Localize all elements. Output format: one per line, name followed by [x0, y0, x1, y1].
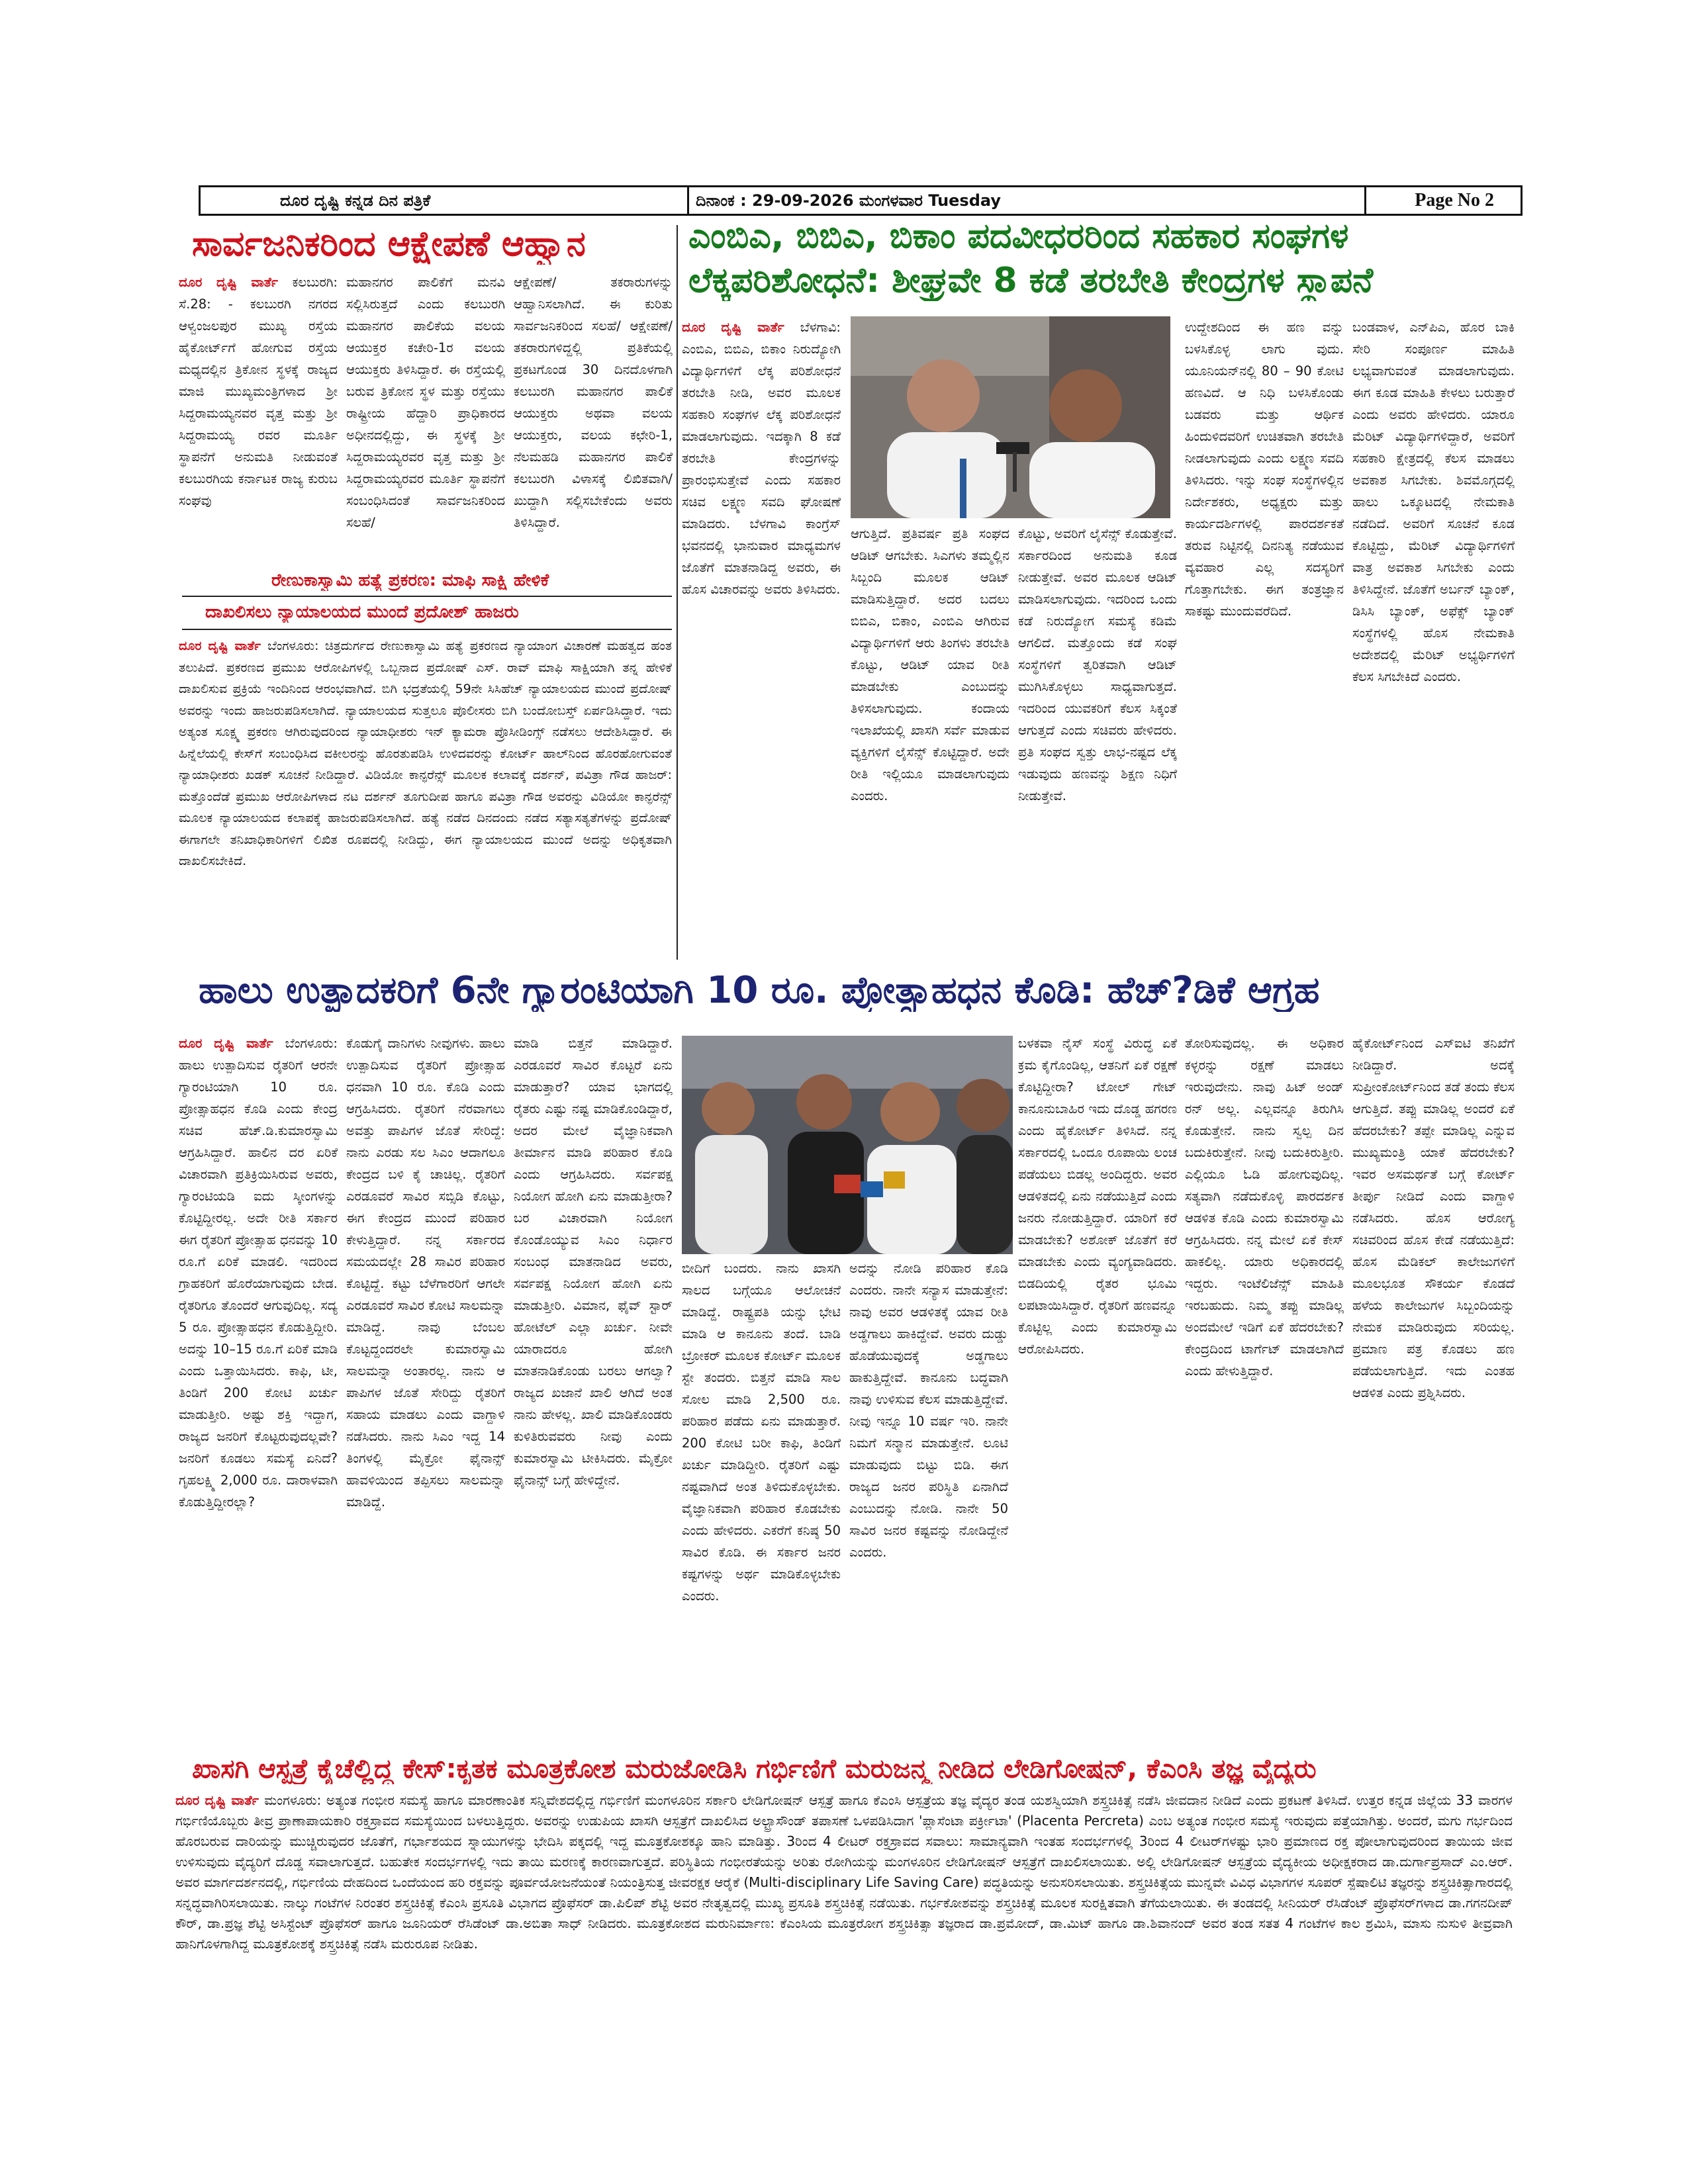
article2-subhead2: ದಾಖಲಿಸಲು ನ್ಯಾಯಾಲಯದ ಮುಂದೆ ಪ್ರದೋಶ್ ಹಾಜರು [205, 602, 519, 622]
article2-body [179, 635, 672, 960]
article3-headline-line2: ಲೆಕ್ಕಪರಿಶೋಧನೆ: ಶೀಘ್ರವೇ 8 ಕಡೆ ತರಬೇತಿ ಕೇಂದ್ರಗಳ ಸ್ಥಾಪನೆ [688, 261, 1374, 300]
subhead-divider [182, 596, 672, 597]
byline: ದೂರ ದೃಷ್ಟಿ ವಾರ್ತೆ [179, 1036, 285, 1051]
article2-subhead1: ರೇಣುಕಾಸ್ವಾಮಿ ಹತ್ಯೆ ಪ್ರಕರಣ: ಮಾಫಿ ಸಾಕ್ಷಿ ಹೇಳಿಕೆ [271, 570, 549, 590]
article4-col2: ಕೊಡುಗೈ ದಾನಿಗಳು ನೀವುಗಳು. ಹಾಲು ಉತ್ಪಾದಿಸುವ ರೈತರಿಗೆ ಪ್ರೋತ್ಸಾಹ ಧನವಾಗಿ 10 ರೂ. ಕೊಡಿ ಎಂದು ಆಗ್ರಹಿಸಿದರು. ರೈತರಿಗೆ ನೆರವಾಗಲು ಅವತ್ತು ಪಾಪಿಗಳ ಜೊತೆ ಸೇರಿದ್ದೆ: ನಾನು ಎರಡು ಸಲ ಸಿಎಂ ಆದಾಗಲೂ ಕೇಂದ್ರದ ಬಳಿ ಕೈ ಚಾಚಿಲ್ಲ. ರೈತರಿಗೆ ಎರಡೂವರೆ ಸಾವಿರ ಸಬ್ಸಿಡಿ ಕೊಟ್ಟು, ಈಗ ಕೇಂದ್ರದ ಮುಂದೆ ಪರಿಹಾರ ಕೇಳುತ್ತಿದ್ದಾರೆ. ನನ್ನ ಸರ್ಕಾರದ ಸಮಯದಲ್ಲೇ 28 ಸಾವಿರ ಪರಿಹಾರ ಕೊಟ್ಟಿದ್ದೆ. ಕಟ್ಟು ಬೆಳೆಗಾರರಿಗೆ ಆಗಲೇ ಎರಡೂವರೆ ಸಾವಿರ ಕೋಟಿ ಸಾಲಮನ್ನಾ ಮಾಡಿದ್ದೆ. ನಾವು ಬೆಂಬಲ ಕೊಟ್ಟದ್ದಂದರಲೇ ಕುಮಾರಸ್ವಾಮಿ ಸಾಲಮನ್ನಾ ಅಂತಾರಲ್ಲ. ನಾನು ಆ ಪಾಪಿಗಳ ಜೊತೆ ಸೇರಿದ್ದು ರೈತರಿಗೆ ಸಹಾಯ ಮಾಡಲು ಎಂದು ವಾಗ್ದಾಳಿ ನಡೆಸಿದರು. ನಾನು ಸಿಎಂ ಇದ್ದ 14 ತಿಂಗಳಲ್ಲಿ ಮೈಕ್ರೋ ಫೈನಾನ್ಸ್ ಹಾವಳಿಯಿಂದ ತಪ್ಪಿಸಲು ಸಾಲಮನ್ನಾ ಮಾಡಿದ್ದೆ. [346, 1036, 505, 1510]
byline: ದೂರ ದೃಷ್ಟಿ ವಾರ್ತೆ [179, 275, 293, 290]
date-line: ದಿನಾಂಕ : 29-09-2026 ಮಂಗಳವಾರ Tuesday [696, 191, 1001, 210]
article4-col8: ಹೈಕೋರ್ಟ್‌ನಿಂದ ಎಸ್‌ಐಟಿ ತನಿಖೆಗೆ ನೀಡಿದ್ದಾರೆ. ಅದಕ್ಕೆ ಸುಪ್ರೀಂಕೋರ್ಟ್‌ನಿಂದ ತಡೆ ತಂದು ಕೆಲಸ ಆಗುತ್ತಿದೆ. ತಪ್ಪು ಮಾಡಿಲ್ಲ ಅಂದರೆ ಏಕೆ ಹೆದರಬೇಕು? ತಪ್ಪೇ ಮಾಡಿಲ್ಲ ಎನ್ನುವ ಮುಖ್ಯಮಂತ್ರಿ ಯಾಕೆ ಹೆದರಬೇಕು? ಇವರ ಅಸಮರ್ಥತೆ ಬಗ್ಗೆ ಕೋರ್ಟ್ ತೀರ್ಪು ನೀಡಿದೆ ಎಂದು ವಾಗ್ದಾಳಿ ನಡೆಸಿದರು. ಹೊಸ ಆರೋಗ್ಯ ಸಚಿವರಿಂದ ಹೊಸ ಕೇಡೆ ನಡೆಯುತ್ತಿದೆ: ಹೊಸ ಮೆಡಿಕಲ್ ಕಾಲೇಜುಗಳಿಗೆ ಮೂಲಭೂತ ಸೌಕರ್ಯ ಕೊಡದೆ ಹಳೆಯ ಕಾಲೇಜುಗಳ ಸಿಬ್ಬಂದಿಯನ್ನು ನೇಮಕ ಮಾಡಿರುವುದು ಸರಿಯಲ್ಲ. ಪ್ರಮಾಣ ಪತ್ರ ಕೊಡಲು ಹಣ ಪಡೆಯಲಾಗುತ್ತಿದೆ. ಇದು ಎಂತಹ ಆಡಳಿತ ಎಂದು ಪ್ರಶ್ನಿಸಿದರು. [1352, 1036, 1515, 1400]
article1-col1-text: ಕಲಬುರಗಿ: ಸೆ.28: - ಕಲಬುರಗಿ ನಗರದ ಆಳ್ವಂಜಲಪುರ ಮುಖ್ಯ ರಸ್ತೆಯ ಹೈಕೋರ್ಟ್‌ಗೆ ಹೋಗುವ ರಸ್ತೆಯ ಮಧ್ಯದಲ್ಲಿನ ತ್ರಿಕೋನ ಸ್ಥಳಕ್ಕೆ ರಾಜ್ಯದ ಮಾಜಿ ಮುಖ್ಯಮಂತ್ರಿಗಳಾದ ಶ್ರೀ ಸಿದ್ದರಾಮಯ್ಯನವರ ವೃತ್ತ ಮತ್ತು ಶ್ರೀ ಸಿದ್ದರಾಮಯ್ಯ ರವರ ಮೂರ್ತಿ ಸ್ಥಾಪನೆಗೆ ಅನುಮತಿ ನೀಡುವಂತೆ ಕಲಬುರಗಿಯ ಕರ್ನಾಟಕ ರಾಜ್ಯ ಕುರುಬ ಸಂಘವು [179, 275, 338, 508]
paper-name: ದೂರ ದೃಷ್ಟಿ ಕನ್ನಡ ದಿನ ಪತ್ರಿಕೆ [280, 191, 431, 210]
column-rule [677, 225, 678, 960]
byline: ದೂರ ದೃಷ್ಟಿ ವಾರ್ತೆ [179, 639, 268, 653]
article3-col5: ಬಂಡವಾಳ, ಎನ್‌ಪಿಎ, ಹೊರ ಬಾಕಿ ಸೇರಿ ಸಂಪೂರ್ಣ ಮಾಹಿತಿ ಲಭ್ಯವಾಗುವಂತೆ ಮಾಡಲಾಗುವುದು. ಈಗ ಕೂಡ ಮಾಹಿತಿ ಕೇಳಲು ಬರುತ್ತಾರೆ ಎಂದು ಅವರು ಹೇಳಿದರು. ಯಾರೂ ಮೆರಿಟ್ ವಿದ್ಯಾರ್ಥಿಗಳಿದ್ದಾರೆ, ಅವರಿಗೆ ಸಹಕಾರಿ ಕ್ಷೇತ್ರದಲ್ಲಿ ಕೆಲಸ ಮಾಡಲು ಅವಕಾಶ ಸಿಗಬೇಕು. ಶಿವಮೊಗ್ಗದಲ್ಲಿ ಹಾಲು ಒಕ್ಕೂಟದಲ್ಲಿ ನೇಮಕಾತಿ ನಡೆದಿದೆ. ಅವರಿಗೆ ಸೂಚನೆ ಕೂಡ ಕೊಟ್ಟಿದ್ದು, ಮೆರಿಟ್ ವಿದ್ಯಾರ್ಥಿಗಳಿಗೆ ವಾತ್ರ ಅವಕಾಶ ಸಿಗಬೇಕು ಎಂದು ತಿಳಿಸಿದ್ದೇನೆ. ಜೊತೆಗೆ ಅರ್ಬನ್ ಬ್ಯಾಂಕ್, ಡಿಸಿಸಿ ಬ್ಯಾಂಕ್, ಅಫೆಕ್ಸ್ ಬ್ಯಾಂಕ್ ಸಂಸ್ಥೆಗಳಲ್ಲಿ ಹೊಸ ನೇಮಕಾತಿ ಅದೇಶದಲ್ಲಿ ಮೆರಿಟ್ ಅಭ್ಯರ್ಥಿಗಳಿಗೆ ಕೆಲಸ ಸಿಗಬೇಕಿದೆ ಎಂದರು. [1352, 320, 1515, 684]
article4-col5: ಅದನ್ನು ನೋಡಿ ಪರಿಹಾರ ಕೊಡಿ ಎಂದರು. ನಾನೇ ಸನ್ಯಾಸ ಮಾಡುತ್ತೇನೆ: ನಾವು ಅವರ ಆಡಳಿತಕ್ಕೆ ಯಾವ ರೀತಿ ಅಡ್ಡಗಾಲು ಹಾಕಿದ್ದೇವೆ. ಅವರು ದುಡ್ಡು ಹೊಡೆಯುವುದಕ್ಕೆ ಅಡ್ಡಗಾಲು ಹಾಕುತ್ತಿದ್ದೇವೆ. ಕಾನೂನು ಬದ್ಧವಾಗಿ ನಾವು ಉಳಿಸುವ ಕೆಲಸ ಮಾಡುತ್ತಿದ್ದೇವೆ. ನೀವು ಇನ್ನೂ 10 ವರ್ಷ ಇರಿ. ನಾನೇ ನಿಮಗೆ ಸನ್ಮಾನ ಮಾಡುತ್ತೇನೆ. ಲೂಟಿ ಮಾಡುವುದು ಬಿಟ್ಟು ಬಿಡಿ. ಈಗ ರಾಜ್ಯದ ಜನರ ಪರಿಸ್ಥಿತಿ ಏನಾಗಿದೆ ಎಂಬುದನ್ನು ನೋಡಿ. ನಾನೇ 50 ಸಾವಿರ ಜನರ ಕಷ್ಟವನ್ನು ನೋಡಿದ್ದೇನೆ ಎಂದರು. [849, 1261, 1008, 1560]
article3-col3: ಕೊಟ್ಟು, ಅವರಿಗೆ ಲೈಸೆನ್ಸ್ ಕೊಡುತ್ತೇವೆ. ಸರ್ಕಾರದಿಂದ ಅನುಮತಿ ಕೂಡ ನೀಡುತ್ತೇವೆ. ಅವರ ಮೂಲಕ ಆಡಿಟ್ ಮಾಡಿಸಲಾಗುವುದು. ಇದರಿಂದ ಒಂದು ಕಡೆ ನಿರುದ್ಯೋಗ ಸಮಸ್ಯೆ ಕಡಿಮೆ ಆಗಲಿದೆ. ಮತ್ತೊಂದು ಕಡೆ ಸಂಘ ಸಂಸ್ಥೆಗಳಿಗೆ ತ್ವರಿತವಾಗಿ ಆಡಿಟ್ ಮುಗಿಸಿಕೊಳ್ಳಲು ಸಾಧ್ಯವಾಗುತ್ತದೆ. ಇದರಿಂದ ಯುವಕರಿಗೆ ಕೆಲಸ ಸಿಕ್ಕಂತೆ ಆಗುತ್ತದೆ ಎಂದು ಸಚಿವರು ಹೇಳಿದರು. ಪ್ರತಿ ಸಂಘದ ಸ್ವತ್ತು ಲಾಭ-ನಷ್ಟದ ಲೆಕ್ಕ ಇಡುವುದು ಹಣವನ್ನು ಶಿಕ್ಷಣ ನಿಧಿಗೆ ನೀಡುತ್ತೇವೆ. [1018, 526, 1177, 803]
article4-col6: ಬಳಕವಾ ನೈಸ್ ಸಂಸ್ಥೆ ವಿರುದ್ಧ ಏಕೆ ಕ್ರಮ ಕೈಗೊಂಡಿಲ್ಲ, ಆತನಿಗೆ ಏಕೆ ರಕ್ಷಣೆ ಕೊಟ್ಟಿದ್ದೀರಾ? ಟೋಲ್ ಗೇಟ್ ಕಾನೂನುಬಾಹಿರ ಇದು ದೊಡ್ಡ ಹಗರಣ ಎಂದು ಹೈಕೋರ್ಟ್ ತಿಳಿಸಿದೆ. ನನ್ನ ಸರ್ಕಾರದಲ್ಲಿ ಒಂದೂ ರೂಪಾಯಿ ಲಂಚ ಪಡೆಯಲು ಬಿಡಲ್ಲ ಅಂದಿದ್ದರು. ಅವರ ಆಡಳಿತದಲ್ಲಿ ಏನು ನಡೆಯುತ್ತಿದೆ ಎಂದು ಜನರು ನೋಡುತ್ತಿದ್ದಾರೆ. ಯಾರಿಗೆ ಕರೆ ಮಾಡಬೇಕು? ಅಶೋಕ್ ಜೊತೆಗೆ ಕರೆ ಮಾಡಬೇಕು ಎಂದು ವ್ಯಂಗ್ಯವಾಡಿದರು. ಬಿಡದಿಯಲ್ಲಿ ರೈತರ ಭೂಮಿ ಲಪಟಾಯಿಸಿದ್ದಾರೆ. ರೈತರಿಗೆ ಹಣವನ್ನೂ ಕೊಟ್ಟಿಲ್ಲ ಎಂದು ಕುಮಾರಸ್ವಾಮಿ ಆರೋಪಿಸಿದರು. [1018, 1036, 1177, 1357]
article3-col4: ಉದ್ದೇಶದಿಂದ ಈ ಹಣ ವನ್ನು ಬಳಸಿಕೊಳ್ಳ ಲಾಗು ವುದು. ಯೂನಿಯನ್‌ನಲ್ಲಿ 80 – 90 ಕೋಟಿ ಹಣವಿದೆ. ಆ ನಿಧಿ ಬಳಸಿಕೊಂಡು ಬಡವರು ಮತ್ತು ಆರ್ಥಿಕ ಹಿಂದುಳಿದವರಿಗೆ ಉಚಿತವಾಗಿ ತರಬೇತಿ ನೀಡಲಾಗುವುದು ಎಂದು ಲಕ್ಷ್ಮಣ ಸವದಿ ತಿಳಿಸಿದರು. ಇನ್ನು ಸಂಘ ಸಂಸ್ಥೆಗಳಲ್ಲಿನ ನಿರ್ದೇಶಕರು, ಅಧ್ಯಕ್ಷರು ಮತ್ತು ಕಾರ್ಯದರ್ಶಿಗಳಲ್ಲಿ ಪಾರದರ್ಶಕತೆ ತರುವ ನಿಟ್ಟಿನಲ್ಲಿ ದಿನನಿತ್ಯ ನಡೆಯುವ ವ್ಯವಹಾರ ಎಲ್ಲ ಸದಸ್ಯರಿಗೆ ಗೊತ್ತಾಗಬೇಕು. ಈಗ ತಂತ್ರಜ್ಞಾನ ಸಾಕಷ್ಟು ಮುಂದುವರೆದಿದೆ. [1185, 320, 1344, 619]
news-photo-politicians [851, 316, 1170, 518]
article4-col3: ಮಾಡಿ ಬಿತ್ತನೆ ಮಾಡಿದ್ದಾರೆ. ಎರಡೂವರೆ ಸಾವಿರ ಕೊಟ್ಟರೆ ಏನು ಮಾಡುತ್ತಾರೆ? ಯಾವ ಭಾಗದಲ್ಲಿ ರೈತರು ಎಷ್ಟು ನಷ್ಟ ಮಾಡಿಕೊಂಡಿದ್ದಾರೆ, ಅದರ ಮೇಲೆ ವೈಜ್ಞಾನಿಕವಾಗಿ ತೀರ್ಮಾನ ಮಾಡಿ ಪರಿಹಾರ ಕೊಡಿ ಎಂದು ಆಗ್ರಹಿಸಿದರು. ಸರ್ವಪಕ್ಷ ನಿಯೋಗ ಹೋಗಿ ಏನು ಮಾಡುತ್ತೀರಾ? ಬರ ವಿಚಾರವಾಗಿ ನಿಯೋಗ ಕೊಂಡೊಯ್ಯುವ ಸಿಎಂ ನಿರ್ಧಾರ ಸಂಬಂಧ ಮಾತನಾಡಿದ ಅವರು, ಸರ್ವಪಕ್ಷ ನಿಯೋಗ ಹೋಗಿ ಏನು ಮಾಡುತ್ತೀರಿ. ವಿಮಾನ, ಫೈವ್ ಸ್ಟಾರ್ ಹೋಟೆಲ್ ಎಲ್ಲಾ ಖರ್ಚು. ನೀವೇ ಯಾರಾದರೂ ಹೋಗಿ ಮಾತನಾಡಿಕೊಂಡು ಬರಲು ಆಗಲ್ವಾ? ರಾಜ್ಯದ ಖಜಾನೆ ಖಾಲಿ ಆಗಿದೆ ಅಂತ ನಾನು ಹೇಳಲ್ಲ. ಖಾಲಿ ಮಾಡಿಕೊಂಡರು ಕುಳಿತಿರುವವರು ನೀವು ಎಂದು ಕುಮಾರಸ್ವಾಮಿ ಟೀಕಿಸಿದರು. ಮೈಕ್ರೋ ಫೈನಾನ್ಸ್ ಬಗ್ಗೆ ಹೇಳಿದ್ದೇನೆ. [514, 1036, 673, 1488]
article4-col4: ಬೀದಿಗೆ ಬಂದರು. ನಾನು ಖಾಸಗಿ ಸಾಲದ ಬಗ್ಗೆಯೂ ಆಲೋಚನೆ ಮಾಡಿದ್ದೆ. ರಾಷ್ಟ್ರಪತಿ ಯನ್ನು ಭೇಟಿ ಮಾಡಿ ಆ ಕಾನೂನು ತಂದೆ. ಬಾಡಿ ಬ್ರೋಕರ್ ಮೂಲಕ ಕೋರ್ಟ್ ಮೂಲಕ ಸ್ಟೇ ತಂದರು. ಬಿತ್ತನೆ ಮಾಡಿ ಸಾಲ ಸೋಲ ಮಾಡಿ 2,500 ರೂ. ಪರಿಹಾರ ಪಡೆದು ಏನು ಮಾಡುತ್ತಾರೆ. 200 ಕೋಟಿ ಬರೀ ಕಾಫಿ, ತಿಂಡಿಗೆ ಖರ್ಚು ಮಾಡಿದ್ದೀರಿ. ರೈತರಿಗೆ ಎಷ್ಟು ನಷ್ಟವಾಗಿದೆ ಅಂತ ತಿಳಿದುಕೊಳ್ಳಬೇಕು. ವೈಜ್ಞಾನಿಕವಾಗಿ ಪರಿಹಾರ ಕೊಡಬೇಕು ಎಂದು ಹೇಳಿದರು. ಎಕರೆಗೆ ಕನಿಷ್ಠ 50 ಸಾವಿರ ಕೊಡಿ. ಈ ಸರ್ಕಾರ ಜನರ ಕಷ್ಟಗಳನ್ನು ಅರ್ಥ ಮಾಡಿಕೊಳ್ಳಬೇಕು ಎಂದರು. [682, 1261, 841, 1604]
article4-col1 [179, 1032, 338, 1747]
masthead-bar [199, 185, 1523, 216]
article5-body [175, 1790, 1513, 2019]
article4-col1-text: ಬೆಂಗಳೂರು: ಹಾಲು ಉತ್ಪಾದಿಸುವ ರೈತರಿಗೆ ಆರನೇ ಗ್ಯಾರಂಟಿಯಾಗಿ 10 ರೂ. ಪ್ರೋತ್ಸಾಹಧನ ಕೊಡಿ ಎಂದು ಕೇಂದ್ರ ಸಚಿವ ಹೆಚ್.ಡಿ.ಕುಮಾರಸ್ವಾಮಿ ಆಗ್ರಹಿಸಿದ್ದಾರೆ. ಹಾಲಿನ ದರ ಏರಿಕೆ ವಿಚಾರವಾಗಿ ಪ್ರತಿಕ್ರಿಯಿಸಿರುವ ಅವರು, ಗ್ಯಾರಂಟಿಯಡಿ ಐದು ಸ್ಕೀಂಗಳನ್ನು ಕೊಟ್ಟಿದ್ದೀರಲ್ಲ. ಅದೇ ರೀತಿ ಸರ್ಕಾರ ಈಗ ರೈತರಿಗೆ ಪ್ರೋತ್ಸಾಹ ಧನವನ್ನು 10 ರೂ.ಗೆ ಏರಿಕೆ ಮಾಡಲಿ. ಇದರಿಂದ ಗ್ರಾಹಕರಿಗೆ ಹೊರೆಯಾಗುವುದು ಬೇಡ. ರೈತರಿಗೂ ತೊಂದರೆ ಆಗುವುದಿಲ್ಲ. ಸದ್ಯ 5 ರೂ. ಪ್ರೋತ್ಸಾಹಧನ ಕೊಡುತ್ತಿದ್ದೀರಿ. ಅದನ್ನು 10–15 ರೂ.ಗೆ ಏರಿಕೆ ಮಾಡಿ ಎಂದು ಒತ್ತಾಯಿಸಿದರು. ಕಾಫಿ, ಟೀ, ತಿಂಡಿಗೆ 200 ಕೋಟಿ ಖರ್ಚು ಮಾಡುತ್ತೀರಿ. ಅಷ್ಟು ಶಕ್ತಿ ಇದ್ದಾಗ, ರಾಜ್ಯದ ಜನರಿಗೆ ಕೊಟ್ಟರುವುದಲ್ಲವೇ? ಜನರಿಗೆ ಕೂಡಲು ಸಮಸ್ಯೆ ಏನಿದೆ? ಗೃಹಲಕ್ಷ್ಮಿ 2,000 ರೂ. ದಾರಾಳವಾಗಿ ಕೊಡುತ್ತಿದ್ದೀರಲ್ಲಾ? [179, 1036, 338, 1510]
article1-col1 [179, 271, 338, 549]
article5-body-text: ಮಂಗಳೂರು: ಅತ್ಯಂತ ಗಂಭೀರ ಸಮಸ್ಯೆ ಹಾಗೂ ಮಾರಣಾಂತಿಕ ಸನ್ನಿವೇಶದಲ್ಲಿದ್ದ ಗರ್ಭಿಣಿಗೆ ಮಂಗಳೂರಿನ ಸರ್ಕಾರಿ ಲೇಡಿಗೋಷನ್ ಆಸ್ಪತ್ರೆ ಹಾಗೂ ಕೆಎಂಸಿ ಆಸ್ಪತ್ರೆಯ ತಜ್ಞ ವೈದ್ಯರ ತಂಡ ಯಶಸ್ವಿಯಾಗಿ ಶಸ್ತ್ರಚಿಕಿತ್ಸೆ ನಡೆಸಿ ಜೀವದಾನ ನೀಡಿದೆ ಎಂದು ಪ್ರಕಟಣೆ ತಿಳಿಸಿದೆ. ಉತ್ತರ ಕನ್ನಡ ಜಿಲ್ಲೆಯ 33 ವಾರಗಳ ಗರ್ಭಿಣಿಯೊಬ್ಬರು ತೀವ್ರ ಪ್ರಾಣಾಪಾಯಕಾರಿ ರಕ್ತಸ್ರಾವದ ಸಮಸ್ಯೆಯಿಂದ ಬಳಲುತ್ತಿದ್ದರು. ಅವರನ್ನು ಉಡುಪಿಯ ಖಾಸಗಿ ಆಸ್ಪತ್ರೆಗೆ ದಾಖಲಿಸಿದ ಅಲ್ಟ್ರಾಸೌಂಡ್ ತಪಾಸಣೆ ಒಳಪಡಿಸಿದಾಗ 'ಪ್ಲಾಸೆಂಟಾ ಪರ್ಕ್ರೀಟಾ' (Placenta Percreta) ಎಂಬ ಅತ್ಯಂತ ಗಂಭೀರ ಸಮಸ್ಯೆ ಇರುವುದು ಪತ್ತೆಯಾಗಿತ್ತು. ಅಂದರೆ, ಮಗು ಗರ್ಭದಿಂದ ಹೊರಬರುವ ದಾರಿಯನ್ನು ಮುಚ್ಚಿರುವುದರ ಜೊತೆಗೆ, ಗರ್ಭಾಶಯದ ಸ್ನಾಯುಗಳನ್ನು ಭೇದಿಸಿ ಪಕ್ಕದಲ್ಲಿ ಇದ್ದ ಮೂತ್ರಕೋಶಕ್ಕೂ ಹಾನಿ ಮಾಡಿತ್ತು. 3ರಿಂದ 4 ಲೀಟರ್ ರಕ್ತಸ್ರಾವದ ಸವಾಲು: ಸಾಮಾನ್ಯವಾಗಿ ಇಂತಹ ಸಂದರ್ಭಗಳಲ್ಲಿ 3ರಿಂದ 4 ಲೀಟರ್‌ಗಳಷ್ಟು ಭಾರಿ ಪ್ರಮಾಣದ ರಕ್ತ ಪೋಲಾಗುವುದರಿಂದ ತಾಯಿಯ ಜೀವ ಉಳಿಸುವುದು ವೈದ್ಯರಿಗೆ ದೊಡ್ಡ ಸವಾಲಾಗುತ್ತದೆ. ಬಹುತೇಕ ಸಂದರ್ಭಗಳಲ್ಲಿ ಇದು ತಾಯಿ ಮರಣಕ್ಕೆ ಕಾರಣವಾಗುತ್ತದೆ. ಪರಿಸ್ಥಿತಿಯ ಗಂಭೀರತೆಯನ್ನು ಅರಿತು ರೋಗಿಯನ್ನು ಮಂಗಳೂರಿನ ಲೇಡಿಗೋಷನ್ ಆಸ್ಪತ್ರೆಗೆ ದಾಖಲಿಸಲಾಯಿತು. ಅಲ್ಲಿ ಲೇಡಿಗೋಷನ್ ಆಸ್ಪತ್ರೆಯ ವೈದ್ಯಕೀಯ ಅಧೀಕ್ಷಕರಾದ ಡಾ.ದುರ್ಗಾಪ್ರಸಾದ್ ಎಂ.ಆರ್. ಅವರ ಮಾರ್ಗದರ್ಶನದಲ್ಲಿ, ಗರ್ಭಿಣಿಯ ದೇಹದಿಂದ ಒಂದೆಯಂದ ಹರಿ ರಕ್ತವನ್ನು ಪೂರ್ವಯೋಜನೆಯಂತೆ ನಿಯಂತ್ರಿಸುತ್ತ ಜೀವರಕ್ಷಕ ಆರೈಕೆ (Multi-disciplinary Life Saving Care) ಪದ್ಧತಿಯನ್ನು ಅನುಸರಿಸಲಾಯಿತು. ಶಸ್ತ್ರಚಿಕಿತ್ಸೆಯ ಮುನ್ನವೇ ವಿವಿಧ ವಿಭಾಗಗಳ ಸೂಪರ್ ಸ್ಪೆಷಾಲಿಟಿ ತಜ್ಞರನ್ನು ಶಸ್ತ್ರಚಿಕಿತ್ಸಾಗಾರದಲ್ಲಿ ಸನ್ನದ್ಧವಾಗಿರಿಸಲಾಯಿತು. ನಾಲ್ಕು ಗಂಟೆಗಳ ನಿರಂತರ ಶಸ್ತ್ರಚಿಕಿತ್ಸೆ ಕೆಎಂಸಿ ಪ್ರಸೂತಿ ವಿಭಾಗದ ಪ್ರೊಫೆಸರ್ ಡಾ.ಪಿಲಿಪ್ ಶೆಟ್ಟಿ ಅವರ ನೇತೃತ್ವದಲ್ಲಿ ಮುಖ್ಯ ಪ್ರಸೂತಿ ಶಸ್ತ್ರಚಿಕಿತ್ಸೆ ನಡೆಯಿತು. ಗರ್ಭಕೋಶವನ್ನು ಶಸ್ತ್ರಚಿಕಿತ್ಸೆ ಮೂಲಕ ಸುರಕ್ಷಿತವಾಗಿ ತೆಗೆಯಲಾಯಿತು. ಈ ತಂಡದಲ್ಲಿ ಸೀನಿಯರ್ ರೆಸಿಡೆಂಟ್ ಪ್ರೊಫೆಸರ್‌ಗಳಾದ ಡಾ.ಗಗನದೀಪ್ ಕೌರ್, ಡಾ.ಪ್ರಜ್ಞ ಶೆಟ್ಟಿ ಅಸಿಸ್ಟೆಂಟ್ ಪ್ರೊಫೆಸರ್ ಹಾಗೂ ಜೂನಿಯರ್ ರೆಸಿಡೆಂಟ್ ಡಾ.ಅಬಿತಾ ಸಾಧ್ ನೀಡಿದರು. ಮೂತ್ರಕೋಶದ ಮರುನಿರ್ಮಾಣ: ಕೆಎಂಸಿಯ ಮೂತ್ರರೋಗ ಶಸ್ತ್ರಚಿಕಿತ್ಸಾ ತಜ್ಞರಾದ ಡಾ.ಪ್ರಮೋದ್, ಡಾ.ಮಿಟ್ ಹಾಗೂ ಡಾ.ಶಿವಾನಂದ್ ಅವರ ತಂಡ ಸತತ 4 ಗಂಟೆಗಳ ಕಾಲ ಶ್ರಮಿಸಿ, ಮಾಸು ನುಸುಳಿ ತೀವ್ರವಾಗಿ ಹಾನಿಗೊಳಗಾಗಿದ್ದ ಮೂತ್ರಕೋಶಕ್ಕೆ ಶಸ್ತ್ರಚಿಕಿತ್ಸೆ ನಡೆಸಿ ಮರುರೂಪ ನೀಡಿತು. [175, 1792, 1513, 1952]
news-photo-press-meet [682, 1036, 1013, 1254]
article1-col2: ಮಹಾನಗರ ಪಾಲಿಕೆಗೆ ಮನವಿ ಸಲ್ಲಿಸಿರುತ್ತದೆ ಎಂದು ಕಲಬುರಗಿ ಮಹಾನಗರ ಪಾಲಿಕೆಯ ವಲಯ ಆಯುಕ್ತರ ಕಚೇರಿ-1ರ ವಲಯ ಆಯುಕ್ತರು ತಿಳಿಸಿದ್ದಾರೆ. ಈ ರಸ್ತೆಯಲ್ಲಿ ಬರುವ ತ್ರಿಕೋನ ಸ್ಥಳ ಮತ್ತು ರಸ್ತೆಯು ರಾಷ್ಟ್ರೀಯ ಹೆದ್ದಾರಿ ಪ್ರಾಧಿಕಾರದ ಅಧೀನದಲ್ಲಿದ್ದು, ಈ ಸ್ಥಳಕ್ಕೆ ಶ್ರೀ ಸಿದ್ದರಾಮಯ್ಯರವರ ವೃತ್ತ ಮತ್ತು ಶ್ರೀ ಸಿದ್ದರಾಮಯ್ಯರವರ ಮೂರ್ತಿ ಸ್ಥಾಪನೆಗೆ ಸಂಬಂಧಿಸಿದಂತೆ ಸಾರ್ವಜನಿಕರಿಂದ ಸಲಹೆ/ [346, 275, 505, 530]
article3-col2: ಆಗುತ್ತಿದೆ. ಪ್ರತಿವರ್ಷ ಪ್ರತಿ ಸಂಘದ ಆಡಿಟ್ ಆಗಬೇಕು. ಸಿಎಗಳು ತಮ್ಮಲ್ಲಿನ ಸಿಬ್ಬಂದಿ ಮೂಲಕ ಆಡಿಟ್ ಮಾಡಿಸುತ್ತಿದ್ದಾರೆ. ಅದರ ಬದಲು ಬಿಬಿಎ, ಬಿಕಾಂ, ಎಂಬಿಎ ಆಗಿರುವ ವಿದ್ಯಾರ್ಥಿಗಳಿಗೆ ಆರು ತಿಂಗಳು ತರಬೇತಿ ಕೊಟ್ಟು, ಆಡಿಟ್ ಯಾವ ರೀತಿ ಮಾಡಬೇಕು ಎಂಬುದನ್ನು ತಿಳಿಸಲಾಗುವುದು. ಕಂದಾಯ ಇಲಾಖೆಯಲ್ಲಿ ಖಾಸಗಿ ಸರ್ವೆ ಮಾಡುವ ವ್ಯಕ್ತಿಗಳಿಗೆ ಲೈಸೆನ್ಸ್ ಕೊಟ್ಟಿದ್ದಾರೆ. ಅದೇ ರೀತಿ ಇಲ್ಲಿಯೂ ಮಾಡಲಾಗುವುದು ಎಂದರು. [851, 526, 1009, 803]
article3-col1 [682, 316, 841, 962]
article3-headline-line1: ಎಂಬಿಎ, ಬಿಬಿಎ, ಬಿಕಾಂ ಪದವೀಧರರಿಂದ ಸಹಕಾರ ಸಂಘಗಳ [688, 217, 1349, 256]
page-number: Page No 2 [1415, 190, 1494, 210]
article4-col7: ತೋರಿಸುವುದಲ್ಲ. ಈ ಅಧಿಕಾರ ಕಳ್ಳರನ್ನು ರಕ್ಷಣೆ ಮಾಡಲು ಇರುವುದೇನು. ನಾವು ಹಿಟ್ ಅಂಡ್ ರನ್ ಅಲ್ಲ. ಎಲ್ಲವನ್ನೂ ತಿರುಗಿಸಿ ಕೊಡುತ್ತೇನೆ. ನಾನು ಸ್ವಲ್ಪ ದಿನ ಬದುಕಿರುತ್ತೇನೆ. ನೀವು ಬದುಕಿರುತ್ತೀರಿ. ಎಲ್ಲಿಯೂ ಓಡಿ ಹೋಗುವುದಿಲ್ಲ. ಸತ್ಯವಾಗಿ ನಡೆದುಕೊಳ್ಳಿ ಪಾರದರ್ಶಕ ಆಡಳಿತ ಕೊಡಿ ಎಂದು ಕುಮಾರಸ್ವಾಮಿ ಆಗ್ರಹಿಸಿದರು. ನನ್ನ ಮೇಲೆ ಏಕೆ ಕೇಸ್ ಹಾಕಲಿಲ್ಲ. ಯಾರು ಅಧಿಕಾರದಲ್ಲಿ ಇದ್ದರು. ಇಂಟೆಲಿಜೆನ್ಸ್ ಮಾಹಿತಿ ಇರಬಹುದು. ನಿಮ್ಮ ತಪ್ಪು ಮಾಡಿಲ್ಲ ಅಂದಮೇಲೆ ಇಡಿಗೆ ಏಕೆ ಹೆದರಬೇಕು? ಕೇಂದ್ರದಿಂದ ಟಾರ್ಗೆಟ್ ಮಾಡಲಾಗಿದೆ ಎಂದು ಹೇಳುತ್ತಿದ್ದಾರೆ. [1185, 1036, 1344, 1379]
article3-col1-text: ಬೆಳಗಾವಿ: ಎಂಬಿಎ, ಬಿಬಿಎ, ಬಿಕಾಂ ನಿರುದ್ಯೋಗಿ ವಿದ್ಯಾರ್ಥಿಗಳಿಗೆ ಲೆಕ್ಕ ಪರಿಶೋಧನೆ ತರಬೇತಿ ನೀಡಿ, ಅವರ ಮೂಲಕ ಸಹಕಾರಿ ಸಂಘಗಳ ಲೆಕ್ಕ ಪರಿಶೋಧನೆ ಮಾಡಲಾಗುವುದು. ಇದಕ್ಕಾಗಿ 8 ಕಡೆ ತರಬೇತಿ ಕೇಂದ್ರಗಳನ್ನು ಪ್ರಾರಂಭಿಸುತ್ತೇವೆ ಎಂದು ಸಹಕಾರ ಸಚಿವ ಲಕ್ಷ್ಮಣ ಸವದಿ ಘೋಷಣೆ ಮಾಡಿದರು. ಬೆಳಗಾವಿ ಕಾಂಗ್ರೆಸ್ ಭವನದಲ್ಲಿ ಭಾನುವಾರ ಮಾಧ್ಯಮಗಳ ಜೊತೆಗೆ ಮಾತನಾಡಿದ್ದ ಅವರು, ಈ ಹೊಸ ವಿಚಾರವನ್ನು ಅವರು ತಿಳಿಸಿದರು. [682, 320, 841, 597]
article5-headline: ಖಾಸಗಿ ಆಸ್ಪತ್ರೆ ಕೈಚೆಲ್ಲಿದ್ದ ಕೇಸ್:ಕೃತಕ ಮೂತ್ರಕೋಶ ಮರುಜೋಡಿಸಿ ಗರ್ಭಿಣಿಗೆ ಮರುಜನ್ಮ ನೀಡಿದ ಲೇಡಿಗೋಷನ್, ಕೆಎಂಸಿ ತಜ್ಞ ವೈದ್ಯರು [192, 1754, 1317, 1784]
byline: ದೂರ ದೃಷ್ಟಿ ವಾರ್ತೆ [682, 320, 800, 335]
subhead-divider [182, 629, 672, 630]
article4-headline: ಹಾಲು ಉತ್ಪಾದಕರಿಗೆ 6ನೇ ಗ್ಯಾರಂಟಿಯಾಗಿ 10 ರೂ. ಪ್ರೋತ್ಸಾಹಧನ ಕೊಡಿ: ಹೆಚ್‍?ಡಿಕೆ ಆಗ್ರಹ [199, 970, 1320, 1012]
article2-body-text: ಬೆಂಗಳೂರು: ಚಿತ್ರದುರ್ಗದ ರೇಣುಕಾಸ್ವಾಮಿ ಹತ್ಯೆ ಪ್ರಕರಣದ ನ್ಯಾಯಾಂಗ ವಿಚಾರಣೆ ಮಹತ್ವದ ಹಂತ ತಲುಪಿದೆ. ಪ್ರಕರಣದ ಪ್ರಮುಖ ಆರೋಪಿಗಳಲ್ಲಿ ಒಬ್ಬನಾದ ಪ್ರದೋಷ್ ಎಸ್. ರಾವ್ ಮಾಫಿ ಸಾಕ್ಷಿಯಾಗಿ ತನ್ನ ಹೇಳಿಕೆ ದಾಖಲಿಸುವ ಪ್ರಕ್ರಿಯೆ ಇಂದಿನಿಂದ ಆರಂಭವಾಗಿದೆ. ಬಿಗಿ ಭದ್ರತೆಯಲ್ಲಿ 59ನೇ ಸಿಸಿಹೆಚ್ ನ್ಯಾಯಾಲಯದ ಮುಂದೆ ಪ್ರದೋಷ್ ಅವರನ್ನು ಇಂದು ಹಾಜರುಪಡಿಸಲಾಗಿದೆ. ನ್ಯಾಯಾಲಯದ ಸುತ್ತಲೂ ಪೊಲೀಸರು ಬಿಗಿ ಬಂದೋಬಸ್ತ್ ಏರ್ಪಡಿಸಿದ್ದಾರೆ. ಇದು ಅತ್ಯಂತ ಸೂಕ್ಷ್ಮ ಪ್ರಕರಣ ಆಗಿರುವುದರಿಂದ ನ್ಯಾಯಾಧೀಶರು ಇನ್ ಕ್ಯಾಮರಾ ಪ್ರೊಸೀಡಿಂಗ್ಸ್ ನಡೆಸಲು ಆದೇಶಿಸಿದ್ದಾರೆ. ಈ ಹಿನ್ನೆಲೆಯಲ್ಲಿ ಕೇಸ್‌ಗೆ ಸಂಬಂಧಿಸಿದ ವಕೀಲರನ್ನು ಹೊರತುಪಡಿಸಿ ಉಳಿದವರನ್ನು ಕೋರ್ಟ್ ಹಾಲ್‌ನಿಂದ ಹೊರಹೋಗುವಂತೆ ನ್ಯಾಯಾಧೀಶರು ಖಡಕ್ ಸೂಚನೆ ನೀಡಿದ್ದಾರೆ. ವಿಡಿಯೋ ಕಾನ್ಫರೆನ್ಸ್ ಮೂಲಕ ಕಲಾವಕ್ಕೆ ದರ್ಶನ್, ಪವಿತ್ರಾ ಗೌಡ ಹಾಜರ್: ಮತ್ತೊಂದೆಡೆ ಪ್ರಮುಖ ಆರೋಪಿಗಳಾದ ನಟ ದರ್ಶನ್ ತೂಗುದೀಪ ಹಾಗೂ ಪವಿತ್ರಾ ಗೌಡ ಅವರನ್ನು ವಿಡಿಯೋ ಕಾನ್ಫರೆನ್ಸ್ ಮೂಲಕ ನ್ಯಾಯಾಲಯದ ಕಲಾಪಕ್ಕೆ ಹಾಜರುಪಡಿಸಲಾಗಿದೆ. ಹತ್ಯೆ ನಡೆದ ದಿನದಂದು ನಡೆದ ಸತ್ಯಾಸತ್ಯತೆಗಳನ್ನು ಪ್ರದೋಷ್ ಈಗಾಗಲೇ ತನಿಖಾಧಿಕಾರಿಗಳಿಗೆ ಲಿಖಿತ ರೂಪದಲ್ಲಿ ನೀಡಿದ್ದು, ಈಗ ನ್ಯಾಯಾಲಯದ ಮುಂದೆ ಅದನ್ನು ಅಧಿಕೃತವಾಗಿ ದಾಖಲಿಸಬೇಕಿದೆ. [179, 639, 672, 868]
article1-headline: ಸಾರ್ವಜನಿಕರಿಂದ ಆಕ್ಷೇಪಣೆ ಆಹ್ವಾನ [192, 225, 586, 264]
byline: ದೂರ ದೃಷ್ಟಿ ವಾರ್ತೆ [175, 1792, 265, 1808]
article1-col3: ಆಕ್ಷೇಪಣೆ/ ತಕರಾರುಗಳನ್ನು ಆಹ್ವಾನಿಸಲಾಗಿದೆ. ಈ ಕುರಿತು ಸಾರ್ವಜನಿಕರಿಂದ ಸಲಹೆ/ ಆಕ್ಷೇಪಣೆ/ ತಕರಾರುಗಳಿದ್ದಲ್ಲಿ ಪ್ರತಿಕೆಯಲ್ಲಿ ಪ್ರಕಟಗೊಂಡ 30 ದಿನದೊಳಗಾಗಿ ಕಲಬುರಗಿ ಮಹಾನಗರ ಪಾಲಿಕೆ ಆಯುಕ್ತರು ಅಥವಾ ವಲಯ ಆಯುಕ್ತರು, ವಲಯ ಕಛೇರಿ-1, ನೆಲಮಹಡಿ ಮಹಾನಗರ ಪಾಲಿಕೆ ಕಲಬುರಗಿ ವಿಳಾಸಕ್ಕೆ ಲಿಖಿತವಾಗಿ/ಖುದ್ದಾಗಿ ಸಲ್ಲಿಸಬೇಕೆಂದು ಅವರು ತಿಳಿಸಿದ್ದಾರೆ. [514, 275, 673, 530]
